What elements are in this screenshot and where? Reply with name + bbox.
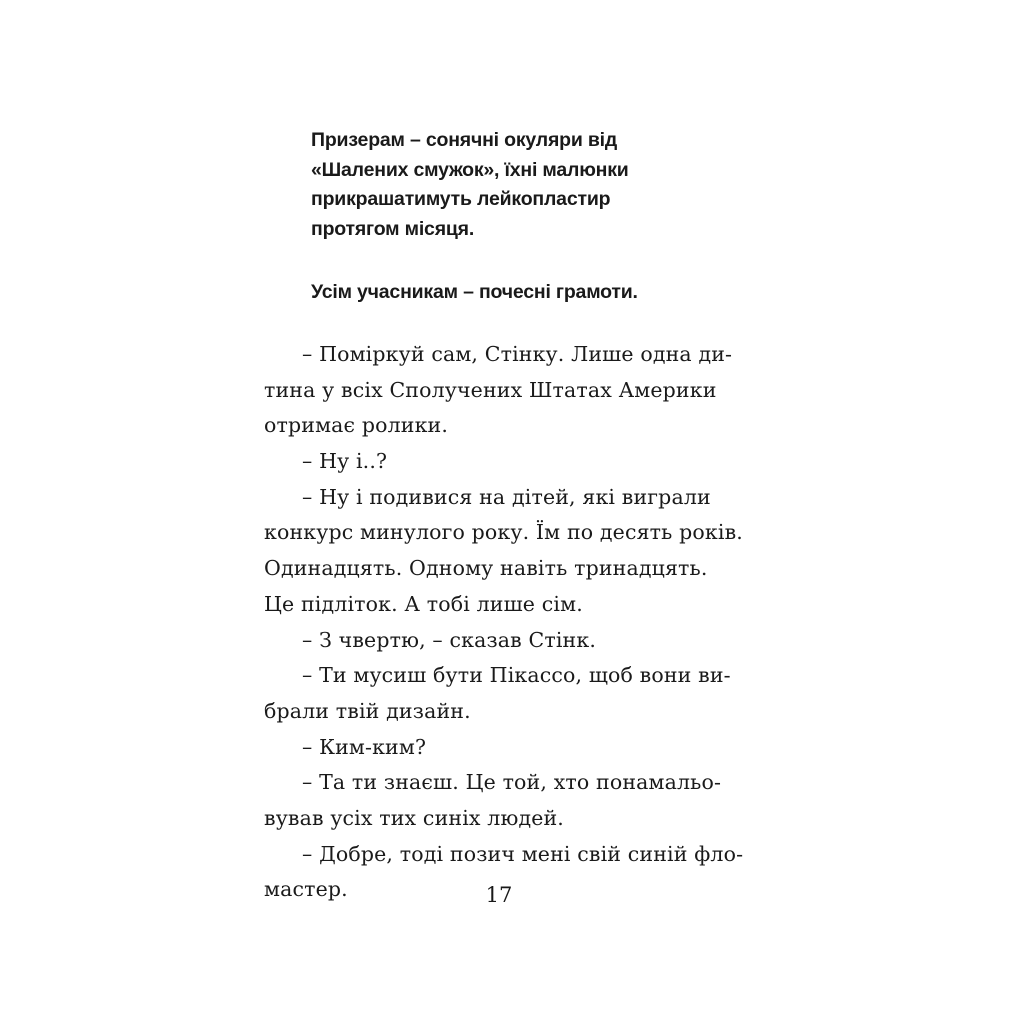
- text-line: – Та ти знаєш. Це той, хто понамальо-: [302, 770, 722, 795]
- text-line: вував усіх тих синіх людей.: [264, 805, 564, 830]
- text-line: Одинадцять. Одному навіть тринадцять.: [264, 556, 708, 581]
- text-line: – Ким-ким?: [302, 734, 427, 759]
- prize-line: протягом місяця.: [311, 217, 475, 240]
- page-number: 17: [485, 883, 513, 907]
- text-line: мастер.: [264, 877, 348, 902]
- text-line: конкурс минулого року. Їм по десять років.: [264, 520, 743, 545]
- participants-line: Усім учасникам – почесні грамоти.: [311, 281, 638, 303]
- text-line: Це підліток. А тобі лише сім.: [264, 591, 583, 616]
- text-line: – Ти мусиш бути Пікассо, щоб вони ви-: [302, 663, 731, 688]
- text-line: брали твій дизайн.: [264, 698, 471, 723]
- contest-announcement: [311, 126, 731, 308]
- prize-line: Призерам – сонячні окуляри від: [311, 129, 618, 151]
- text-line: – Ну і..?: [302, 449, 388, 474]
- text-line: – Ну і подивися на дітей, які виграли: [302, 484, 711, 509]
- text-line: – Поміркуй сам, Стінку. Лише одна ди-: [302, 342, 733, 366]
- prize-line: прикрашатимуть лейкопластир: [311, 188, 611, 210]
- paragraph-gap: [311, 244, 731, 278]
- text-line: тина у всіх Сполучених Штатах Америки: [264, 377, 717, 402]
- prize-line: «Шалених смужок», їхні малюнки: [311, 158, 629, 181]
- dialogue-text: [264, 337, 744, 908]
- text-line: – З чвертю, – сказав Стінк.: [302, 627, 596, 652]
- text-line: – Добре, тоді позич мені свій синій фло-: [302, 841, 744, 866]
- text-line: отримає ролики.: [264, 413, 449, 438]
